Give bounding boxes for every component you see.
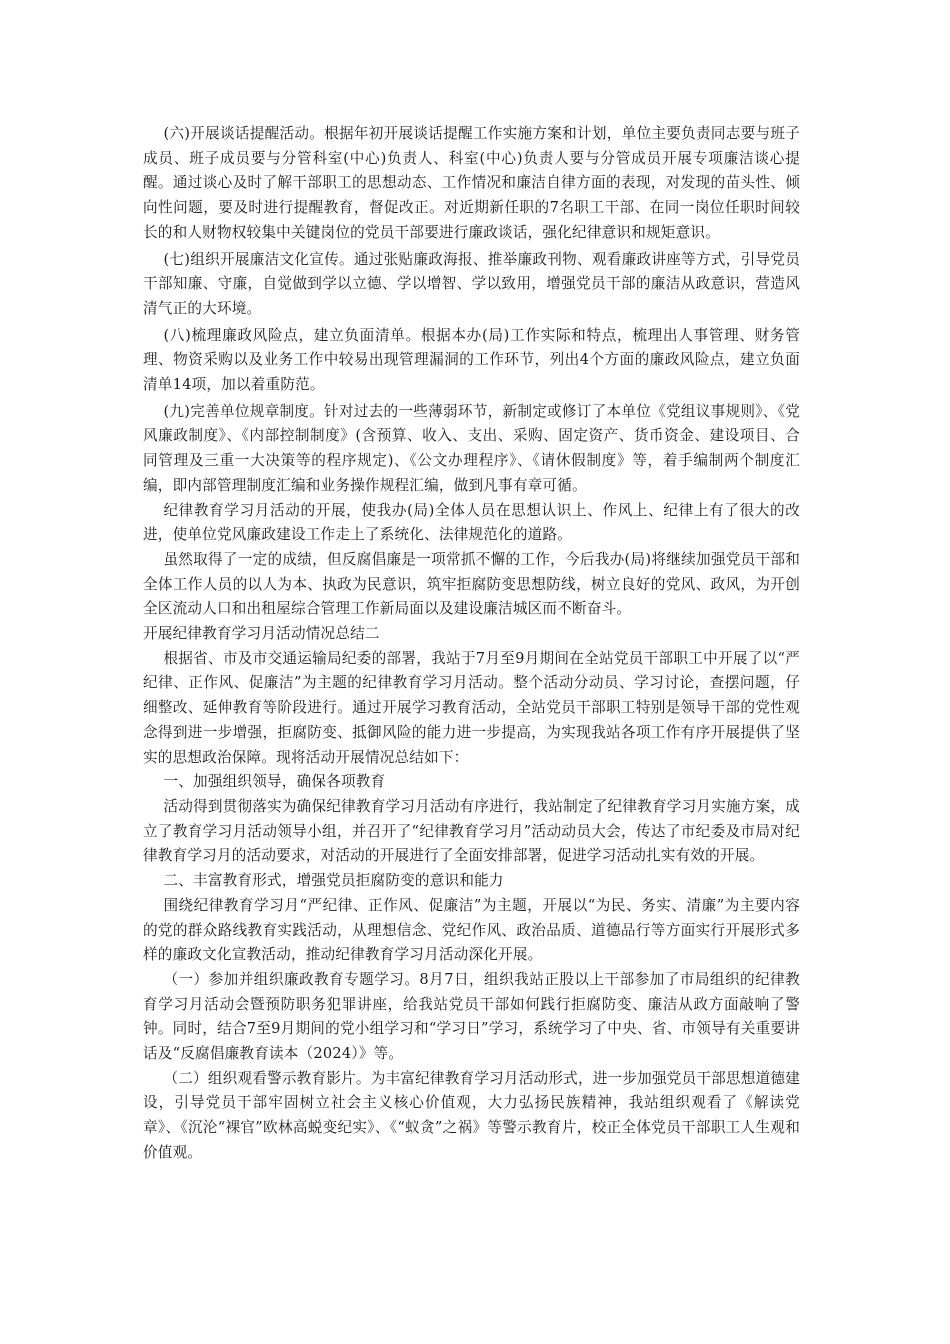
paragraph-9-rules: (九)完善单位规章制度。针对过去的一些薄弱环节，新制定或修订了本单位《党组议事规则》、《党风廉政制度》、《内部控制制度》(含预算、收入、支出、采购、固定资产、货币资金、建设项目、合同管理及三重一大决策等的程序规定)、《公文办理程序》、《请休假制度》等，着手编制两个制度汇编，即内部管理制度汇编和业务操作规程汇编，做到凡事有章可循。 bbox=[143, 402, 800, 494]
heading-two-education-forms: 二、丰富教育形式，增强党员拒腐防变的意识和能力 bbox=[163, 872, 504, 890]
paragraph-sub-one-study: （一）参加并组织廉政教育专题学习。8月7日，组织我站正股以上干部参加了市局组织的纪律教育学习月活动会暨预防职务犯罪讲座，给我站党员干部如何践行拒腐防变、廉洁从政方面敲响了警钟。同时，结合7至9月期间的党小组学习和“学习日”学习，系统学习了中央、省、市领导有关重要讲话及“反腐倡廉教育读本（2024）》等。 bbox=[143, 970, 800, 1063]
heading-one-organization: 一、加强组织领导，确保各项教育 bbox=[163, 773, 386, 791]
paragraph-organization-detail: 活动得到贯彻落实为确保纪律教育学习月活动有序进行，我站制定了纪律教育学习月实施方案，成立了教育学习月活动领导小组，并召开了“纪律教育学习月”活动动员大会，传达了市纪委及市局对纪律教育学习月的活动要求，对活动的开展进行了全面安排部署，促进学习活动扎实有效的开展。 bbox=[143, 797, 800, 865]
paragraph-7-integrity-culture: (七)组织开展廉洁文化宣传。通过张贴廉政海报、推举廉政刊物、观看廉政讲座等方式，引导党员干部知廉、守廉，自觉做到学以立德、学以增智、学以致用，增强党员干部的廉洁从政意识，营造风清气正的大环境。 bbox=[143, 250, 800, 317]
paragraph-6-talk-reminder: (六)开展谈话提醒活动。根据年初开展谈话提醒工作实施方案和计划，单位主要负责同志要与班子成员、班子成员要与分管科室(中心)负责人、科室(中心)负责人要与分管成员开展专项廉洁谈心提醒。通过谈心及时了解干部职工的思想动态、工作情况和廉洁自律方面的表现，对发现的苗头性、倾向性问题，要及时进行提醒教育，督促改正。对近期新任职的7名职工干部、在同一岗位任职时间较长的和人财物权较集中关键岗位的党员干部要进行廉政谈话，强化纪律意识和规矩意识。 bbox=[143, 125, 800, 241]
paragraph-sub-two-films: （二）组织观看警示教育影片。为丰富纪律教育学习月活动形式，进一步加强党员干部思想道德建设，引导党员干部牢固树立社会主义核心价值观，大力弘扬民族精神，我站组织观看了《解读党章》、《沉沦“裸官”欧林高蜕变纪实》、《“蚁贪”之祸》等警示教育片，校正全体党员干部职工人生观和价值观。 bbox=[143, 1069, 800, 1161]
paragraph-8-risk-points: (八)梳理廉政风险点，建立负面清单。根据本办(局)工作实际和特点，梳理出人事管理、财务管理、物资采购以及业务工作中较易出现管理漏洞的工作环节，列出4个方面的廉政风险点，建立负面清单14项，加以着重防范。 bbox=[143, 326, 800, 394]
paragraph-intro-summary-two: 根据省、市及市交通运输局纪委的部署，我站于7月至9月期间在全站党员干部职工中开展了以“严纪律、正作风、促廉洁”为主题的纪律教育学习月活动。整个活动分动员、学习讨论，查摆问题，仔细整改、延伸教育等阶段进行。通过开展学习教育活动，全站党员干部职工特别是领导干部的党性观念得到进一步增强，拒腐防变、抵御风险的能力进一步提高，为实现我站各项工作有序开展提供了坚实的思想政治保障。现将活动开展情况总结如下： bbox=[143, 649, 800, 766]
section-title-summary-two: 开展纪律教育学习月活动情况总结二 bbox=[143, 625, 380, 643]
paragraph-education-forms-detail: 围绕纪律教育学习月“严纪律、正作风、促廉洁”为主题，开展以“为民、务实、清廉”为主要内容的党的群众路线教育实践活动，从理想信念、党纪作风、政治品质、道德品行等方面实行开展形式多样的廉政文化宣教活动，推动纪律教育学习月活动深化开展。 bbox=[143, 896, 800, 964]
paragraph-future-work: 虽然取得了一定的成绩，但反腐倡廉是一项常抓不懈的工作，今后我办(局)将继续加强党员干部和全体工作人员的以人为本、执政为民意识，筑牢拒腐防变思想防线，树立良好的党风、政风，为开创全区流动人口和出租屋综合管理工作新局面以及建设廉洁城区而不断奋斗。 bbox=[143, 550, 800, 618]
paragraph-summary-improvement: 纪律教育学习月活动的开展，使我办(局)全体人员在思想认识上、作风上、纪律上有了很大的改进，使单位党风廉政建设工作走上了系统化、法律规范化的道路。 bbox=[143, 501, 800, 544]
